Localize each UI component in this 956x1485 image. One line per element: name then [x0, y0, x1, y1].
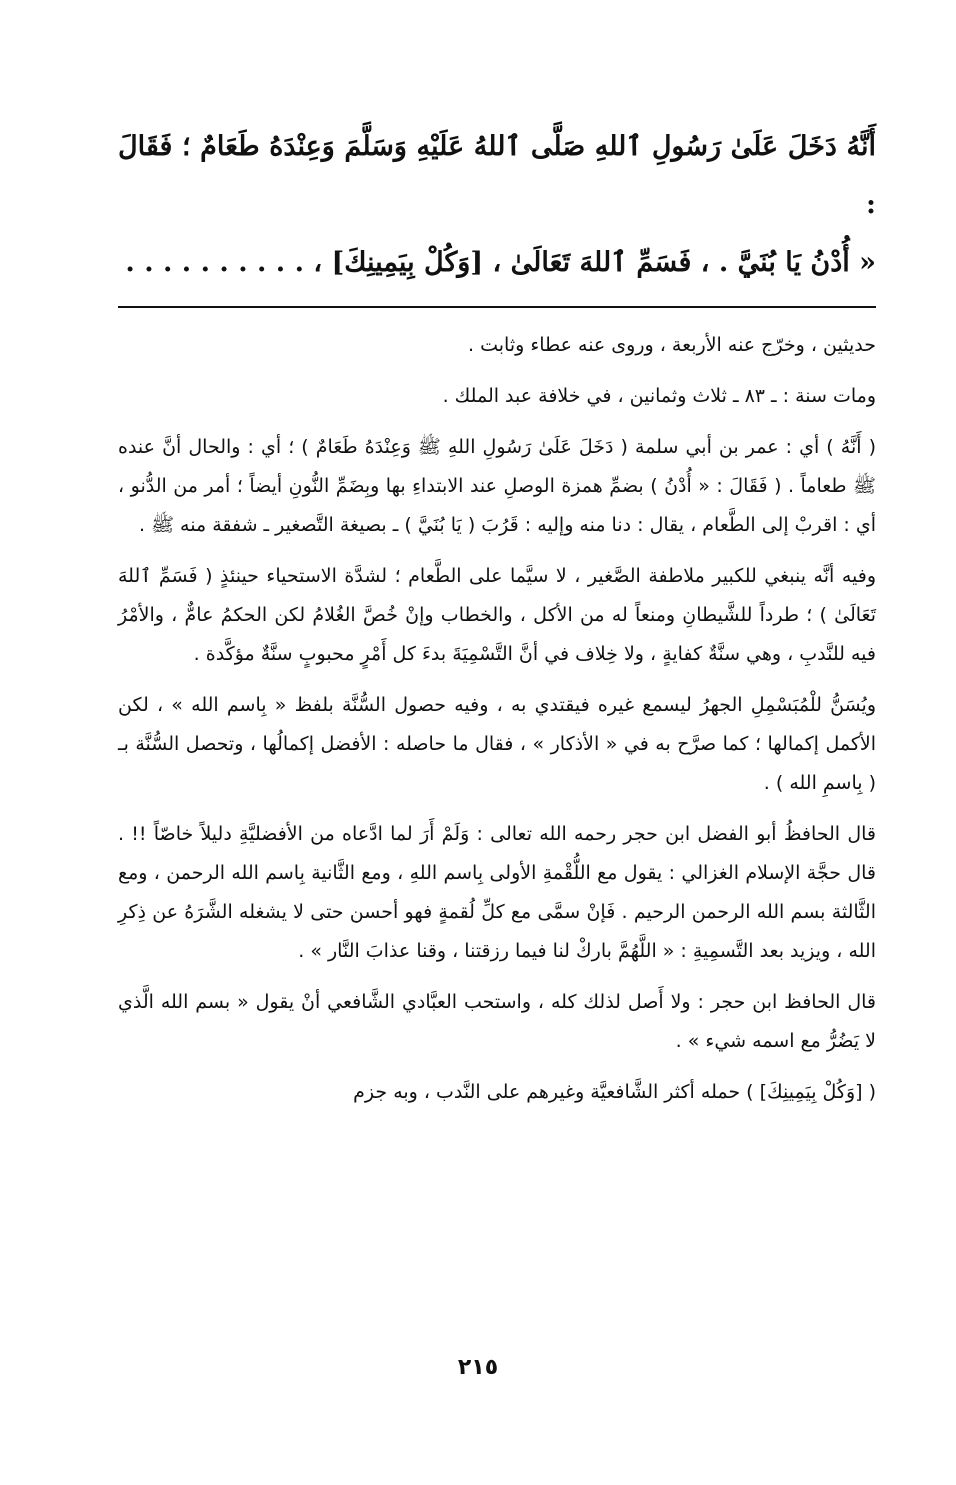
commentary-paragraph-5: ويُسَنُّ للْمُبَسْمِلِ الجهرُ ليسمع غيره فيقتدي به ، وفيه حصول السُّنَّة بلفظ « بِاسم الله » ، لكن الأكمل إكمالها ؛ كما صرَّح به في « الأذكار » ، فقال ما حاصله : الأفضل إكمالُها ، وتحصل السُّنَّة بـ ( بِاسمِ الله ) .	[118, 694, 876, 794]
commentary-paragraph-6: قال الحافظُ أبو الفضل ابن حجر رحمه الله تعالى : وَلَمْ أَرَ لما ادَّعاه من الأفضليَّةِ دليلاً خاصّاً !! . قال حجَّة الإسلام الغزالي : يقول مع اللُّقْمةِ الأولى بِاسم اللهِ ، ومع الثَّانية بِاسم الله الرحمن ، ومع الثَّالثة بسم الله الرحمن الرحيم . فَإنْ سمَّى مع كلِّ لُقمةٍ فهو أحسن حتى لا يشغله الشَّرَهُ عن ذِكرِ الله ، ويزيد بعد التَّسمِيةِ : « اللَّهُمَّ باركْ لنا فيما رزقتنا ، وقنا عذابَ النَّار » .	[118, 823, 876, 962]
separator-rule	[118, 306, 876, 308]
commentary-paragraph-7: قال الحافظ ابن حجر : ولا أَصل لذلك كله ، واستحب العبَّادي الشَّافعي أنْ يقول « بسم الله الَّذي لا يَضُرُّ مع اسمه شيء » .	[118, 991, 876, 1052]
hadith-line-1: أَنَّهُ دَخَلَ عَلَىٰ رَسُولِ ٱللهِ صَلَّى ٱللهُ عَلَيْهِ وَسَلَّمَ وَعِنْدَهُ طَعَامٌ ؛ فَقَالَ :	[118, 131, 876, 220]
page-number: ٢١٥	[457, 1355, 499, 1380]
commentary-paragraph-3: ( أَنَّهُ ) أي : عمر بن أبي سلمة ( دَخَلَ عَلَىٰ رَسُولِ اللهِ ﷺ وَعِنْدَهُ طَعَامٌ ) ؛ أي : والحال أنَّ عنده ﷺ طعاماً . ( فَقَالَ : « أُدْنُ ) بضمِّ همزة الوصلِ عند الابتداءِ بها وبِضَمِّ النُّونِ أيضاً ؛ أمر من الدُّنو ، أي : اقربْ إلى الطَّعام ، يقال : دنا منه وإليه : قَرُبَ ( يَا بُنَيَّ ) ـ بصيغة التَّصغير ـ شفقة منه ﷺ .	[118, 436, 876, 536]
hadith-line-2: « أُدْنُ يَا بُنَيَّ . ، فَسَمِّ ٱللهَ تَعَالَىٰ ، [وَكُلْ بِيَمِينِكَ] ، . . . . . . . . . .	[125, 247, 876, 278]
commentary-text	[118, 326, 876, 1112]
commentary-paragraph-8: ( [وَكُلْ بِيَمِينِكَ] ) حمله أكثر الشَّافعيَّة وغيرهم على النَّدب ، وبه جزم	[353, 1081, 876, 1103]
commentary-paragraph-1: حديثين ، وخرّج عنه الأربعة ، وروى عنه عطاء وثابت .	[468, 334, 876, 356]
commentary-paragraph-2: ومات سنة : ـ ٨٣ ـ ثلاث وثمانين ، في خلافة عبد الملك .	[442, 385, 876, 407]
page-body	[118, 118, 876, 1124]
commentary-paragraph-4: وفيه أنَّه ينبغي للكبير ملاطفة الصَّغير ، لا سيَّما على الطَّعام ؛ لشدَّة الاستحياء حينئذٍ ( فَسَمِّ ٱللهَ تَعَالَىٰ ) ؛ طرداً للشَّيطانِ ومنعاً له من الأكل ، والخطاب وإنْ خُصَّ الغُلامُ لكن الحكمُ عامٌّ ، والأمْرُ فيه للنَّدبِ ، وهي سنَّةٌ كفايةٍ ، ولا خِلاف في أنَّ التَّسْمِيَةَ بدءَ كل أَمْرٍ محبوبٍ سنَّةٌ مؤكَّدة .	[118, 565, 876, 665]
hadith-text	[118, 118, 876, 292]
